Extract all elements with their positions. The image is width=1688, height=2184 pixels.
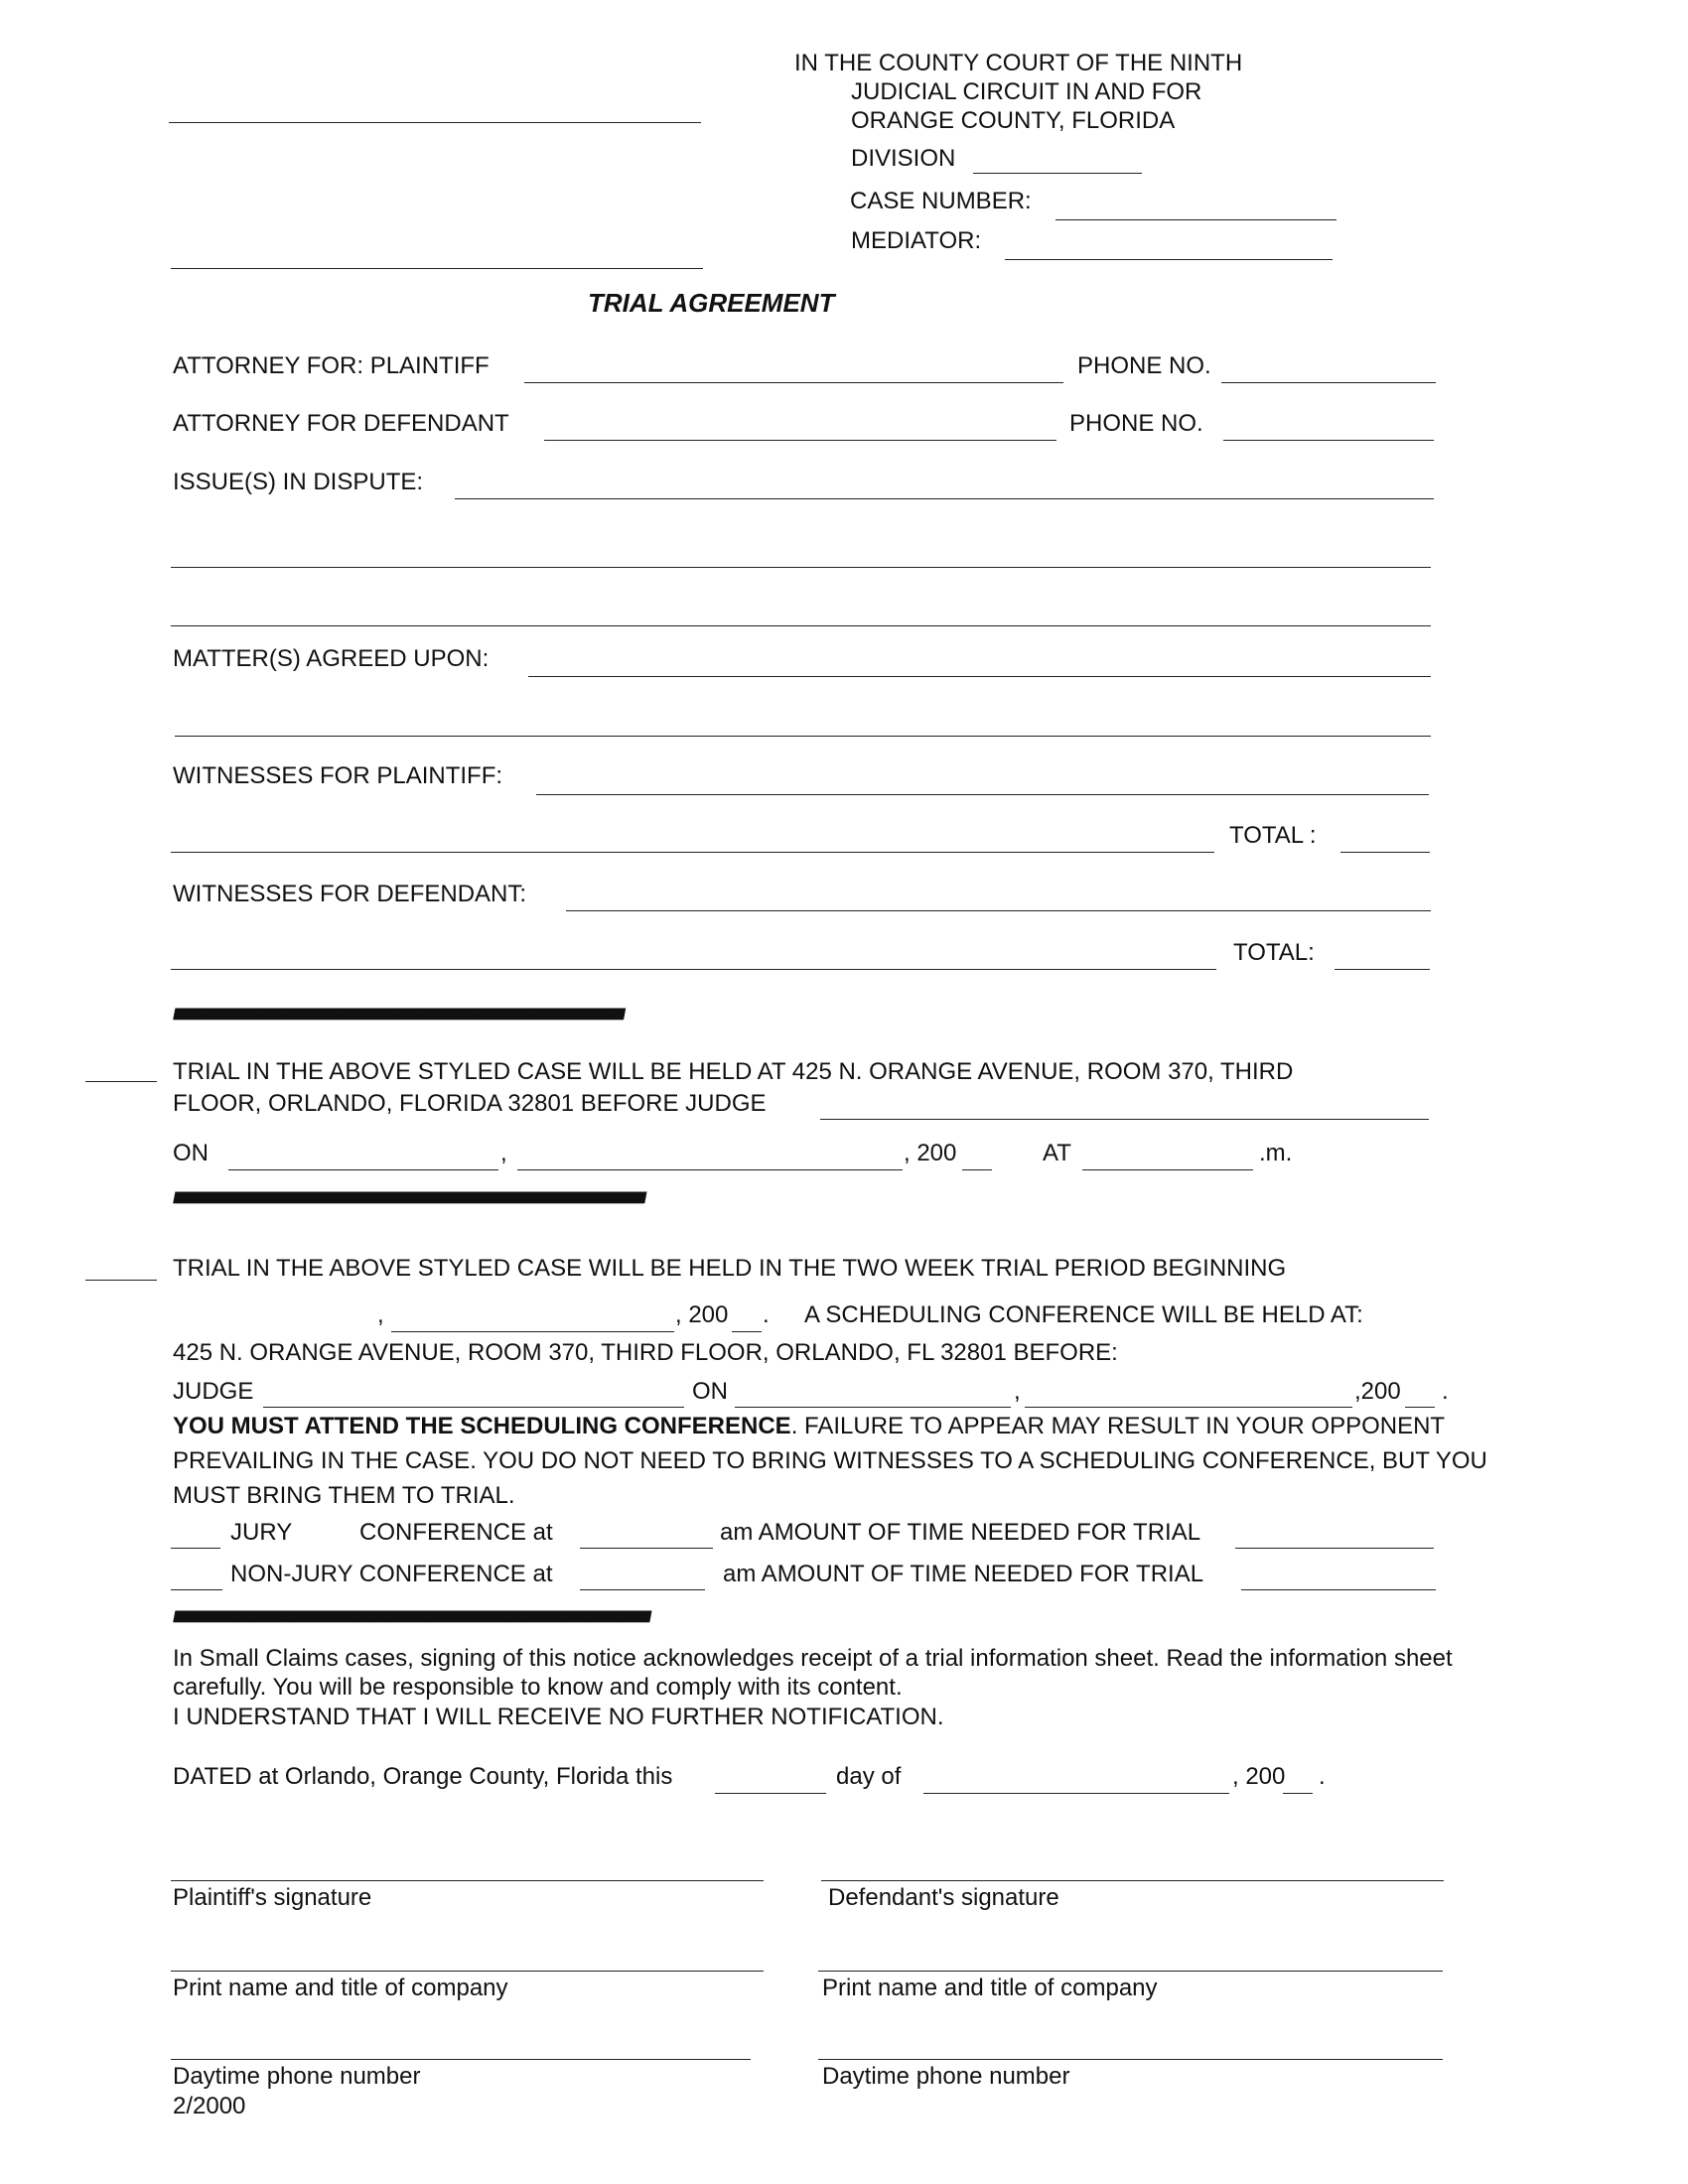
dated-year-label: , 200 bbox=[1232, 1763, 1286, 1790]
witnesses-plaintiff-field-2[interactable] bbox=[171, 852, 1214, 853]
court-line-1: IN THE COUNTY COURT OF THE NINTH bbox=[794, 50, 1243, 76]
dated-label: DATED at Orlando, Orange County, Florida this bbox=[173, 1763, 673, 1790]
section1-line-1: TRIAL IN THE ABOVE STYLED CASE WILL BE HELD AT 425 N. ORANGE AVENUE, ROOM 370, THIRD bbox=[173, 1058, 1294, 1085]
section2-comma: , bbox=[377, 1301, 384, 1328]
small-claims-notice: In Small Claims cases, signing of this notice acknowledges receipt of a trial information sheet. Read the information sheet carefully. You will be responsible to know and comply with its content. bbox=[173, 1645, 1453, 1701]
total-label-defendant: TOTAL: bbox=[1233, 939, 1315, 966]
plaintiff-signature-line[interactable] bbox=[171, 1880, 764, 1881]
nonjury-check-line[interactable] bbox=[171, 1589, 222, 1590]
witnesses-plaintiff-label: WITNESSES FOR PLAINTIFF: bbox=[173, 762, 503, 789]
section1-check-line[interactable] bbox=[85, 1081, 157, 1082]
defendant-print-name-label: Print name and title of company bbox=[822, 1975, 1158, 2001]
dated-period: . bbox=[1319, 1763, 1326, 1790]
defendant-print-name-line[interactable] bbox=[818, 1971, 1443, 1972]
section1-date-field[interactable] bbox=[517, 1169, 903, 1170]
page-title: TRIAL AGREEMENT bbox=[588, 288, 835, 318]
phone-label-defendant: PHONE NO. bbox=[1069, 410, 1203, 437]
division-field[interactable] bbox=[973, 173, 1142, 174]
section2-day-field[interactable] bbox=[735, 1407, 1011, 1408]
must-attend-paragraph bbox=[173, 1409, 1523, 1513]
party-line-2[interactable] bbox=[171, 268, 703, 269]
judge-name-field[interactable] bbox=[820, 1119, 1429, 1120]
plaintiff-phone-label: Daytime phone number bbox=[173, 2063, 421, 2090]
matters-field-1[interactable] bbox=[528, 676, 1431, 677]
phone-label-plaintiff: PHONE NO. bbox=[1077, 352, 1211, 379]
slash-divider-3: ///////////////////////////////////////////////////////////////////////////////////////////////////////////////////////////////////////////////////////////////////////////////////////////////////////////////////////////////////////////////////////////////////////////////////////////////////////////////////////////////////////////////////////////////////////////////////////////////// bbox=[173, 1609, 649, 1626]
court-line-2: JUDICIAL CIRCUIT IN AND FOR bbox=[851, 78, 1202, 105]
jury-duration-field[interactable] bbox=[1235, 1548, 1434, 1549]
defendant-phone-label: Daytime phone number bbox=[822, 2063, 1070, 2090]
matters-field-2[interactable] bbox=[175, 736, 1431, 737]
section2-year2-field[interactable] bbox=[1405, 1407, 1435, 1408]
section2-year-label: , 200 bbox=[675, 1301, 729, 1328]
attorney-defendant-label: ATTORNEY FOR DEFENDANT bbox=[173, 410, 509, 437]
section2-year-field[interactable] bbox=[732, 1331, 762, 1332]
phone-plaintiff-field[interactable] bbox=[1221, 382, 1436, 383]
must-attend-bold: YOU MUST ATTEND THE SCHEDULING CONFERENCE bbox=[173, 1413, 791, 1439]
matters-label: MATTER(S) AGREED UPON: bbox=[173, 645, 490, 672]
section2-period2: . bbox=[1442, 1378, 1449, 1405]
section2-line-1: TRIAL IN THE ABOVE STYLED CASE WILL BE HELD IN THE TWO WEEK TRIAL PERIOD BEGINNING bbox=[173, 1255, 1287, 1282]
attorney-plaintiff-field[interactable] bbox=[524, 382, 1063, 383]
defendant-signature-line[interactable] bbox=[821, 1880, 1444, 1881]
issues-field-1[interactable] bbox=[455, 498, 1434, 499]
issues-field-3[interactable] bbox=[171, 625, 1431, 626]
slash-divider-2: ///////////////////////////////////////////////////////////////////////////////////////////////////////////////////////////////////////////////////////////////////////////////////////////////////////////////////////////////////////////////////////////////////////////////////////////////////////////////////////////////////////////////////////////////////////////////////////////// bbox=[173, 1190, 644, 1207]
nonjury-duration-field[interactable] bbox=[1241, 1589, 1436, 1590]
division-label: DIVISION bbox=[851, 145, 956, 172]
dated-day-field[interactable] bbox=[715, 1793, 826, 1794]
section1-on-label: ON bbox=[173, 1140, 209, 1166]
witnesses-plaintiff-field-1[interactable] bbox=[536, 794, 1429, 795]
jury-am-label: am AMOUNT OF TIME NEEDED FOR TRIAL bbox=[720, 1519, 1201, 1546]
section2-address: 425 N. ORANGE AVENUE, ROOM 370, THIRD FLOOR, ORLANDO, FL 32801 BEFORE: bbox=[173, 1339, 1118, 1366]
attorney-plaintiff-label: ATTORNEY FOR: PLAINTIFF bbox=[173, 352, 490, 379]
section1-year-field[interactable] bbox=[962, 1169, 992, 1170]
defendant-signature-label: Defendant's signature bbox=[828, 1884, 1059, 1911]
plaintiff-print-name-line[interactable] bbox=[171, 1971, 764, 1972]
section2-judge-label: JUDGE bbox=[173, 1378, 254, 1405]
jury-label: JURY bbox=[230, 1519, 293, 1546]
section1-m-label: .m. bbox=[1259, 1140, 1293, 1166]
dated-year-field[interactable] bbox=[1283, 1793, 1313, 1794]
section1-day-field[interactable] bbox=[228, 1169, 498, 1170]
nonjury-am-label: am AMOUNT OF TIME NEEDED FOR TRIAL bbox=[723, 1561, 1204, 1587]
witnesses-defendant-field-2[interactable] bbox=[171, 969, 1216, 970]
phone-defendant-field[interactable] bbox=[1223, 440, 1434, 441]
slash-divider-1: //////////////////////////////////////////////////////////////////////////////////////////////////////////////////////////////////////////////////////////////////////////////////////////////////////////////////////////////////////////////////////////////////////////////////////////////////////////////////////////////////////////////////////////////////////////// bbox=[173, 1007, 624, 1024]
plaintiff-phone-line[interactable] bbox=[171, 2059, 751, 2060]
issues-label: ISSUE(S) IN DISPUTE: bbox=[173, 469, 424, 495]
section2-date-field[interactable] bbox=[391, 1331, 674, 1332]
section2-year2-label: ,200 bbox=[1354, 1378, 1401, 1405]
defendant-phone-line[interactable] bbox=[818, 2059, 1443, 2060]
court-line-3: ORANGE COUNTY, FLORIDA bbox=[851, 107, 1176, 134]
section2-check-line[interactable] bbox=[85, 1280, 157, 1281]
attorney-defendant-field[interactable] bbox=[544, 440, 1056, 441]
section2-on-label: ON bbox=[692, 1378, 728, 1405]
total-plaintiff-field[interactable] bbox=[1340, 852, 1430, 853]
section2-judge-field[interactable] bbox=[263, 1407, 684, 1408]
case-number-field[interactable] bbox=[1055, 219, 1336, 220]
section1-comma: , bbox=[500, 1140, 507, 1166]
plaintiff-print-name-label: Print name and title of company bbox=[173, 1975, 508, 2001]
nonjury-time-field[interactable] bbox=[580, 1589, 705, 1590]
witnesses-defendant-field-1[interactable] bbox=[566, 910, 1431, 911]
section2-sched-text: A SCHEDULING CONFERENCE WILL BE HELD AT: bbox=[804, 1301, 1363, 1328]
nonjury-label: NON-JURY CONFERENCE at bbox=[230, 1561, 553, 1587]
mediator-field[interactable] bbox=[1005, 259, 1333, 260]
section1-time-field[interactable] bbox=[1082, 1169, 1253, 1170]
total-label-plaintiff: TOTAL : bbox=[1229, 822, 1317, 849]
section2-comma2: , bbox=[1014, 1378, 1021, 1405]
section2-period: . bbox=[763, 1301, 770, 1328]
witnesses-defendant-label: WITNESSES FOR DEFENDANT: bbox=[173, 881, 527, 907]
form-date: 2/2000 bbox=[173, 2093, 246, 2119]
section1-line-2: FLOOR, ORLANDO, FLORIDA 32801 BEFORE JUDGE bbox=[173, 1090, 767, 1117]
dated-month-field[interactable] bbox=[923, 1793, 1229, 1794]
jury-conference-label: CONFERENCE at bbox=[359, 1519, 553, 1546]
party-line-1[interactable] bbox=[169, 122, 701, 123]
section1-at-label: AT bbox=[1043, 1140, 1071, 1166]
plaintiff-signature-label: Plaintiff's signature bbox=[173, 1884, 372, 1911]
jury-check-line[interactable] bbox=[171, 1548, 220, 1549]
section2-date2-field[interactable] bbox=[1025, 1407, 1352, 1408]
must-attend-rest: . FAILURE TO APPEAR MAY RESULT IN YOUR OPPONENT PREVAILING IN THE CASE. YOU DO NOT NEED TO BRING WITNESSES TO A SCHEDULING CONFERENCE, BUT YOU MUST BRING THEM TO TRIAL. bbox=[173, 1413, 1487, 1509]
section1-year-label: , 200 bbox=[904, 1140, 957, 1166]
case-number-label: CASE NUMBER: bbox=[850, 188, 1032, 214]
jury-time-field[interactable] bbox=[580, 1548, 713, 1549]
day-of-label: day of bbox=[836, 1763, 902, 1790]
issues-field-2[interactable] bbox=[171, 567, 1431, 568]
no-notification-text: I UNDERSTAND THAT I WILL RECEIVE NO FURTHER NOTIFICATION. bbox=[173, 1704, 944, 1730]
mediator-label: MEDIATOR: bbox=[851, 227, 982, 254]
total-defendant-field[interactable] bbox=[1335, 969, 1430, 970]
